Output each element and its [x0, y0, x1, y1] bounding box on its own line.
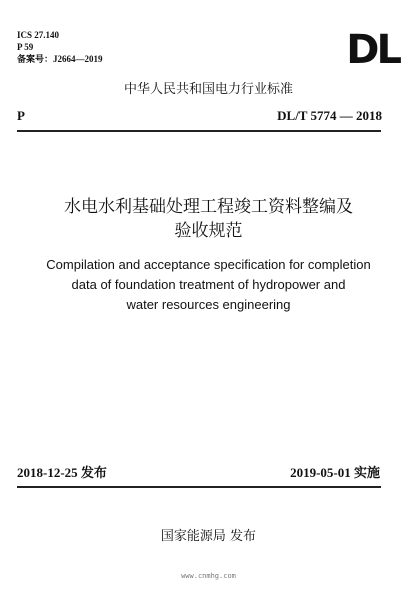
title-chinese-line-1: 水电水利基础处理工程竣工资料整编及: [64, 197, 353, 217]
title-english-line-2: data of foundation treatment of hydropower and: [71, 277, 346, 292]
issuer: 国家能源局 发布: [160, 529, 257, 544]
standard-type: 中华人民共和国电力行业标准: [123, 82, 293, 97]
title-english: [0, 255, 417, 315]
standard-number: DL/T 5774 — 2018: [277, 108, 382, 123]
p-code: P 59: [17, 42, 34, 52]
title-chinese-line-2: 验收规范: [174, 221, 243, 241]
watermark: www.cnmhg.com: [181, 572, 236, 580]
ics-code: ICS 27.140: [17, 30, 60, 40]
record-number: 备案号：J2664—2019: [17, 54, 103, 64]
implementation-date: 2019-05-01 实施: [290, 465, 380, 480]
dl-logo: DL: [346, 27, 399, 73]
top-divider: [17, 130, 381, 132]
title-english-line-1: Compilation and acceptance specification for completion: [46, 257, 371, 272]
classification-code: P: [17, 108, 25, 123]
issue-date: 2018-12-25 发布: [17, 465, 107, 480]
bottom-divider: [17, 486, 381, 488]
title-english-line-3: water resources engineering: [126, 297, 291, 312]
title-chinese: [0, 195, 417, 243]
